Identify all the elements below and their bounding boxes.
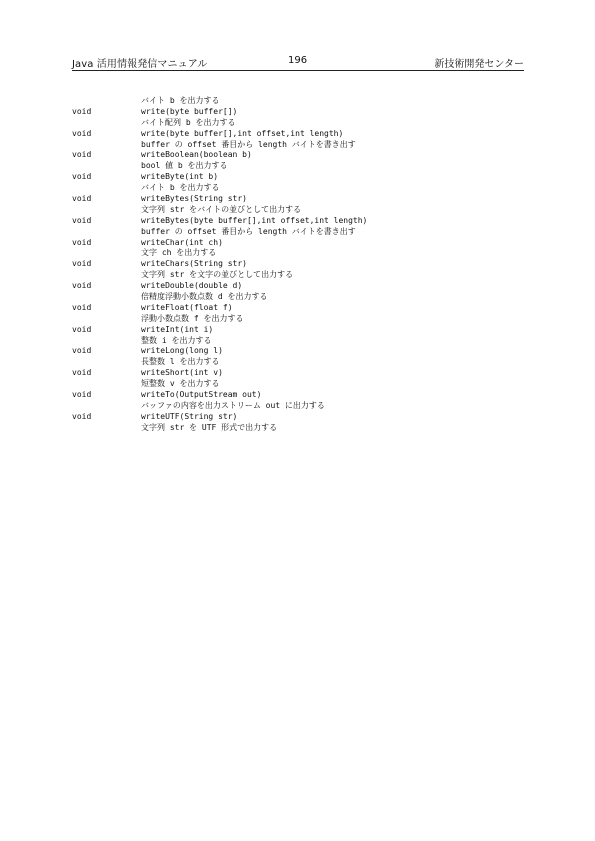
return-type: void: [72, 411, 92, 421]
return-type: void: [72, 194, 92, 204]
method-description-text: 短整数 v を出力する: [141, 379, 220, 389]
method-description-text: 整数 i を出力する: [141, 335, 212, 345]
method-signature: writeChars(String str): [141, 259, 247, 269]
method-description: [72, 336, 524, 347]
method-description: [72, 401, 524, 412]
method-signature-row: [72, 303, 524, 314]
method-list: [72, 96, 524, 434]
method-signature: writeLong(long l): [141, 346, 223, 356]
method-signature: write(byte buffer[]): [141, 106, 238, 116]
page-header: [72, 55, 524, 69]
method-description: [72, 357, 524, 368]
method-description: [72, 205, 524, 216]
method-description: [72, 423, 524, 434]
method-signature-row: [72, 390, 524, 401]
method-signature: writeChar(int ch): [141, 237, 223, 247]
method-signature-row: [72, 412, 524, 423]
method-description-text: bool 値 b を出力する: [141, 161, 228, 171]
method-description-text: 文字列 str を文字の並びとして出力する: [141, 270, 294, 280]
method-signature-row: [72, 194, 524, 205]
method-description: [72, 183, 524, 194]
method-signature-row: [72, 238, 524, 249]
return-type: void: [72, 150, 92, 160]
method-description-text: バッファの内容を出力ストリーム out に出力する: [141, 400, 325, 410]
method-signature-row: [72, 259, 524, 270]
method-signature: writeBytes(byte buffer[],int offset,int length): [141, 215, 368, 225]
method-signature-row: [72, 107, 524, 118]
page-number: 196: [288, 55, 308, 66]
method-description-text: 倍精度浮動小数点数 d を出力する: [141, 292, 268, 302]
method-entries: [72, 107, 524, 434]
method-signature: writeBoolean(boolean b): [141, 150, 252, 160]
method-description: [72, 248, 524, 259]
method-signature-row: [72, 346, 524, 357]
method-description: [72, 292, 524, 303]
return-type: void: [72, 128, 92, 138]
header-title: Java 活用情報発信マニュアル: [72, 59, 208, 70]
method-description-text: buffer の offset 番目から length バイトを書き出す: [141, 226, 356, 236]
method-signature: writeUTF(String str): [141, 411, 238, 421]
header-organization: 新技術開発センター: [434, 59, 524, 70]
return-type: void: [72, 346, 92, 356]
return-type: void: [72, 324, 92, 334]
return-type: void: [72, 106, 92, 116]
method-description: [72, 161, 524, 172]
method-description: [72, 270, 524, 281]
method-signature: writeBytes(String str): [141, 194, 247, 204]
method-signature: writeShort(int v): [141, 368, 223, 378]
method-description-text: バイト b を出力する: [141, 183, 220, 193]
method-description-text: 浮動小数点数 f を出力する: [141, 313, 244, 323]
return-type: void: [72, 172, 92, 182]
return-type: void: [72, 237, 92, 247]
method-signature: writeInt(int i): [141, 324, 214, 334]
method-signature-row: [72, 172, 524, 183]
intro-description: バイト b を出力する: [141, 96, 220, 105]
method-description: [72, 314, 524, 325]
return-type: void: [72, 368, 92, 378]
method-signature-row: [72, 216, 524, 227]
method-description-text: buffer の offset 番目から length バイトを書き出す: [141, 139, 356, 149]
method-signature: writeDouble(double d): [141, 281, 243, 291]
method-signature: write(byte buffer[],int offset,int length): [141, 128, 344, 138]
method-description-text: 長整数 l を出力する: [141, 357, 220, 367]
return-type: void: [72, 281, 92, 291]
method-signature-row: [72, 281, 524, 292]
header-rule: [72, 70, 524, 71]
return-type: void: [72, 302, 92, 312]
method-description: [72, 227, 524, 238]
method-signature-row: [72, 368, 524, 379]
return-type: void: [72, 215, 92, 225]
method-signature: writeTo(OutputStream out): [141, 390, 262, 400]
return-type: void: [72, 259, 92, 269]
method-description-text: 文字列 str を UTF 形式で出力する: [141, 422, 278, 432]
method-signature-row: [72, 129, 524, 140]
method-signature: writeFloat(float f): [141, 302, 233, 312]
method-signature: writeByte(int b): [141, 172, 219, 182]
method-signature-row: [72, 325, 524, 336]
method-description-text: 文字 ch を出力する: [141, 248, 217, 258]
method-description-text: 文字列 str をバイトの並びとして出力する: [141, 204, 302, 214]
return-type: void: [72, 390, 92, 400]
method-description: [72, 118, 524, 129]
method-description: [72, 96, 524, 107]
method-description: [72, 379, 524, 390]
method-description: [72, 140, 524, 151]
method-signature-row: [72, 150, 524, 161]
method-description-text: バイト配列 b を出力する: [141, 117, 236, 127]
